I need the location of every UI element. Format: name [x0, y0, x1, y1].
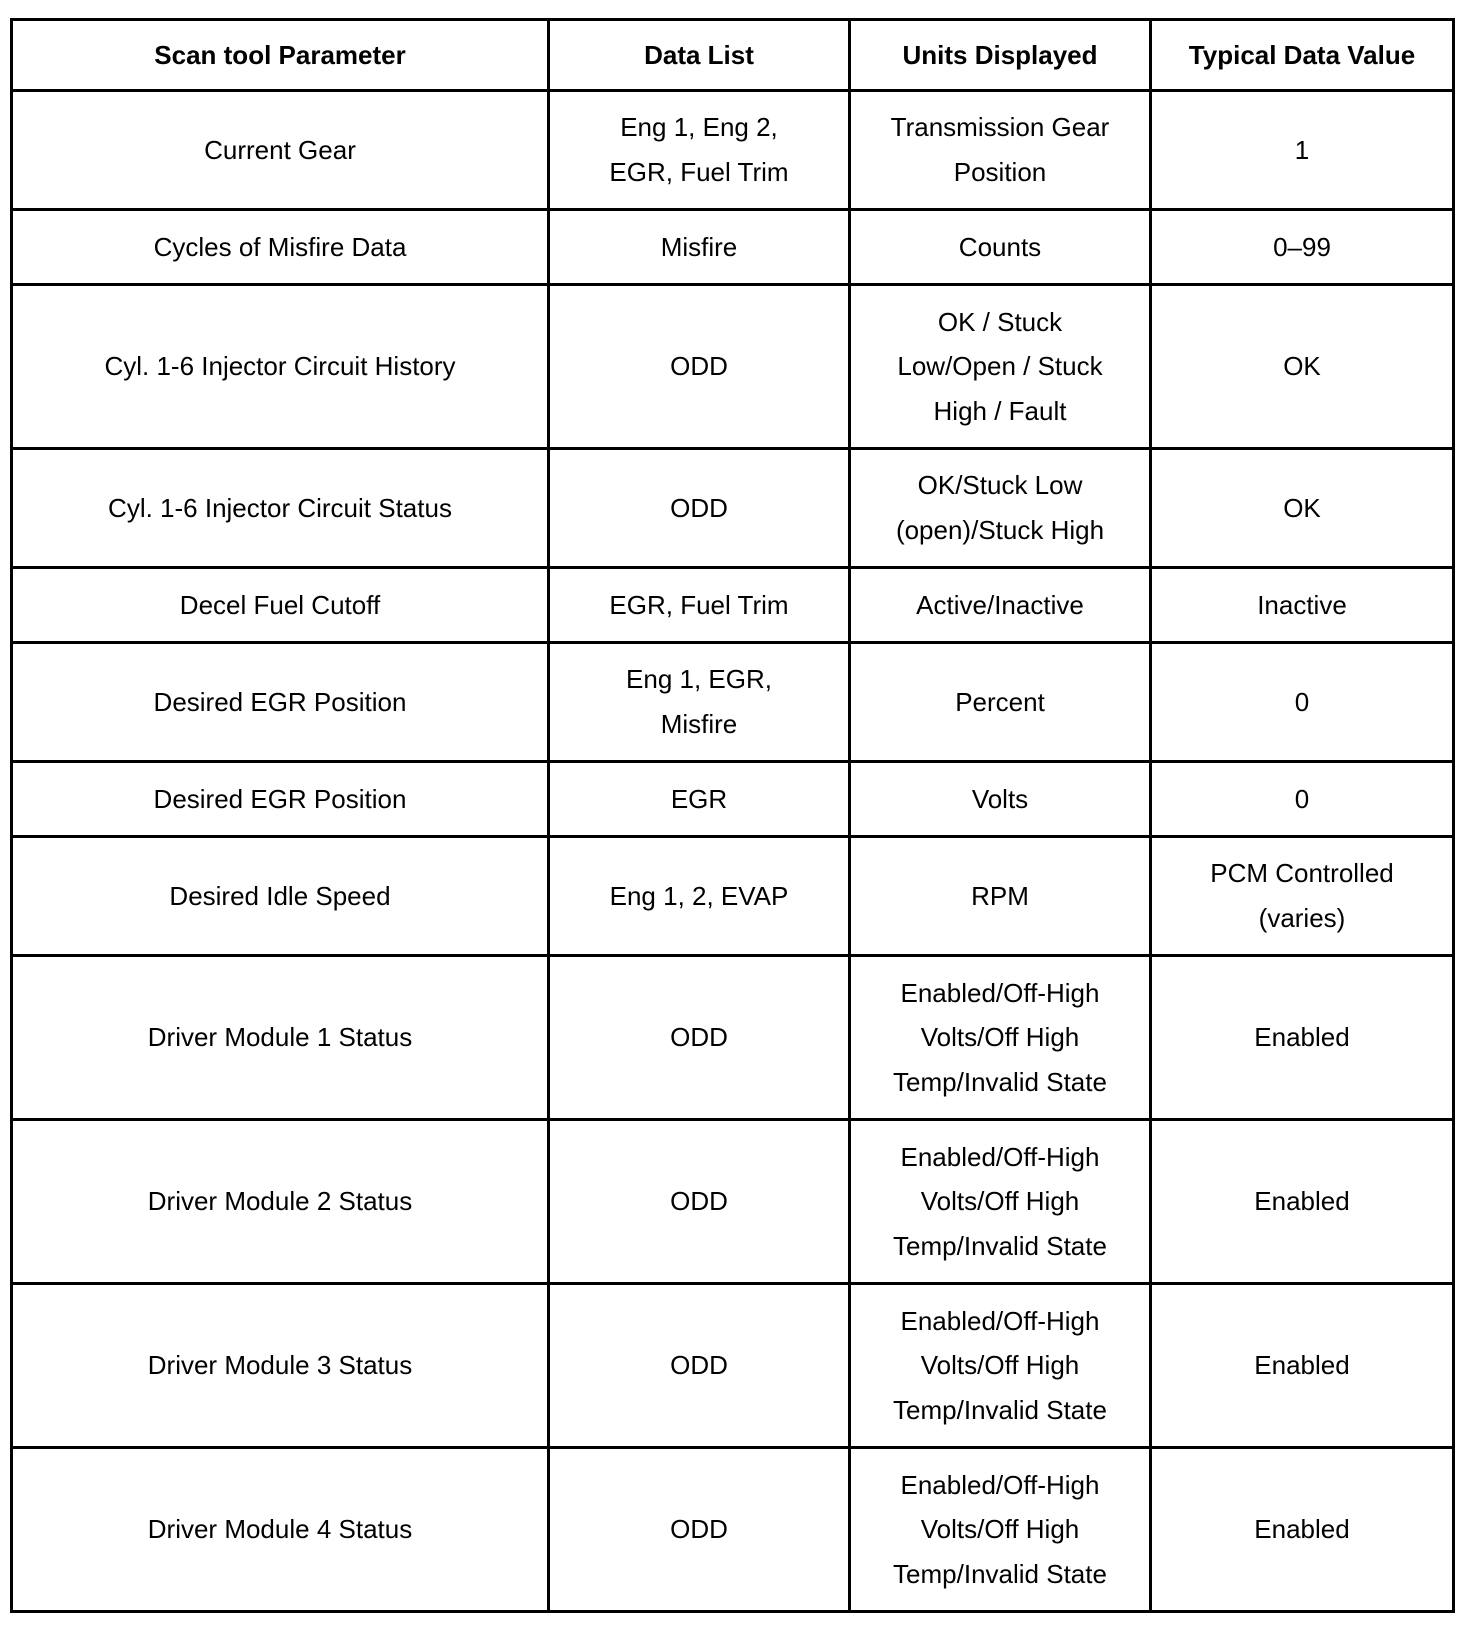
cell-typical-value: Enabled	[1151, 1284, 1454, 1448]
cell-typical-value: Enabled	[1151, 956, 1454, 1120]
table-row	[12, 1448, 1454, 1612]
table-row	[12, 210, 1454, 285]
cell-parameter: Cyl. 1-6 Injector Circuit Status	[12, 449, 549, 568]
cell-typical-value: 0	[1151, 643, 1454, 762]
header-scan-tool-parameter: Scan tool Parameter	[12, 20, 549, 91]
cell-units: Percent	[850, 643, 1151, 762]
table-row	[12, 568, 1454, 643]
cell-typical-value: 0–99	[1151, 210, 1454, 285]
table-row	[12, 1284, 1454, 1448]
cell-typical-value: Inactive	[1151, 568, 1454, 643]
cell-typical-value: PCM Controlled (varies)	[1151, 837, 1454, 956]
cell-parameter: Desired EGR Position	[12, 643, 549, 762]
cell-typical-value: 0	[1151, 762, 1454, 837]
header-row	[12, 20, 1454, 91]
table-row	[12, 837, 1454, 956]
cell-parameter: Decel Fuel Cutoff	[12, 568, 549, 643]
header-units-displayed: Units Displayed	[850, 20, 1151, 91]
table-row	[12, 449, 1454, 568]
cell-parameter: Driver Module 2 Status	[12, 1120, 549, 1284]
cell-data-list: ODD	[549, 449, 850, 568]
cell-units: OK/Stuck Low (open)/Stuck High	[850, 449, 1151, 568]
header-typical-data-value: Typical Data Value	[1151, 20, 1454, 91]
cell-typical-value: 1	[1151, 91, 1454, 210]
cell-parameter: Current Gear	[12, 91, 549, 210]
scan-tool-parameter-table	[10, 18, 1455, 1613]
cell-data-list: ODD	[549, 1120, 850, 1284]
cell-data-list: ODD	[549, 285, 850, 449]
table-row	[12, 643, 1454, 762]
cell-units: Active/Inactive	[850, 568, 1151, 643]
table-row	[12, 762, 1454, 837]
table-row	[12, 91, 1454, 210]
cell-units: Enabled/Off-High Volts/Off High Temp/Invalid State	[850, 1448, 1151, 1612]
cell-parameter: Desired Idle Speed	[12, 837, 549, 956]
cell-data-list: ODD	[549, 1448, 850, 1612]
cell-data-list: Eng 1, Eng 2, EGR, Fuel Trim	[549, 91, 850, 210]
cell-typical-value: OK	[1151, 449, 1454, 568]
table-row	[12, 956, 1454, 1120]
cell-units: OK / Stuck Low/Open / Stuck High / Fault	[850, 285, 1151, 449]
cell-units: Volts	[850, 762, 1151, 837]
cell-units: Enabled/Off-High Volts/Off High Temp/Invalid State	[850, 1120, 1151, 1284]
cell-data-list: EGR, Fuel Trim	[549, 568, 850, 643]
cell-units: Transmission Gear Position	[850, 91, 1151, 210]
header-data-list: Data List	[549, 20, 850, 91]
cell-parameter: Cyl. 1-6 Injector Circuit History	[12, 285, 549, 449]
cell-data-list: ODD	[549, 956, 850, 1120]
cell-parameter: Cycles of Misfire Data	[12, 210, 549, 285]
cell-data-list: Misfire	[549, 210, 850, 285]
cell-typical-value: Enabled	[1151, 1448, 1454, 1612]
cell-data-list: ODD	[549, 1284, 850, 1448]
table-row	[12, 1120, 1454, 1284]
cell-typical-value: OK	[1151, 285, 1454, 449]
cell-parameter: Driver Module 3 Status	[12, 1284, 549, 1448]
cell-typical-value: Enabled	[1151, 1120, 1454, 1284]
cell-units: Counts	[850, 210, 1151, 285]
cell-parameter: Driver Module 1 Status	[12, 956, 549, 1120]
cell-data-list: Eng 1, 2, EVAP	[549, 837, 850, 956]
cell-data-list: Eng 1, EGR, Misfire	[549, 643, 850, 762]
cell-units: RPM	[850, 837, 1151, 956]
cell-units: Enabled/Off-High Volts/Off High Temp/Invalid State	[850, 956, 1151, 1120]
cell-data-list: EGR	[549, 762, 850, 837]
table-row	[12, 285, 1454, 449]
cell-parameter: Desired EGR Position	[12, 762, 549, 837]
cell-units: Enabled/Off-High Volts/Off High Temp/Invalid State	[850, 1284, 1151, 1448]
cell-parameter: Driver Module 4 Status	[12, 1448, 549, 1612]
